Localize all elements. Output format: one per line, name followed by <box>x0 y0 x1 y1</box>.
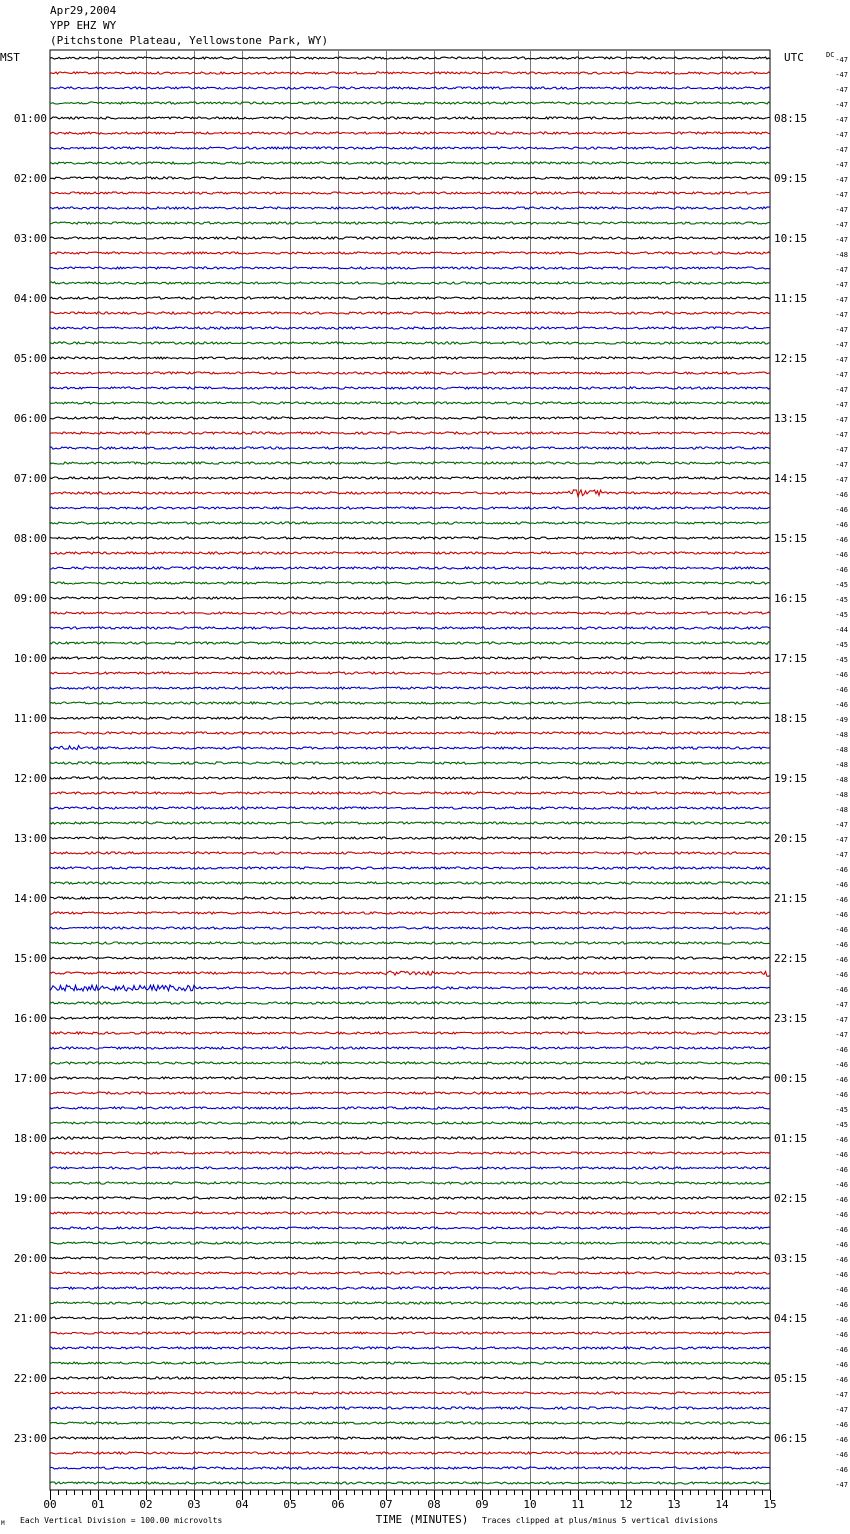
x-tick-label: 02 <box>139 1498 153 1511</box>
seismic-trace <box>50 642 770 644</box>
dc-offset-label: -46 <box>835 911 848 919</box>
dc-offset-label: -46 <box>835 1166 848 1174</box>
seismic-trace <box>50 1227 770 1229</box>
mst-hour-label: 17:00 <box>13 1072 47 1085</box>
dc-offset-label: -46 <box>835 1196 848 1204</box>
utc-hour-label: 21:15 <box>774 892 808 905</box>
seismic-trace <box>50 1362 770 1364</box>
dc-offset-label: -47 <box>835 836 848 844</box>
seismic-trace <box>50 1137 770 1139</box>
utc-hour-label: 10:15 <box>774 232 808 245</box>
dc-offset-label: -46 <box>835 1226 848 1234</box>
dc-offset-label: -46 <box>835 1136 848 1144</box>
seismic-trace <box>50 462 770 464</box>
dc-offset-label: -47 <box>835 326 848 334</box>
mst-hour-label: 13:00 <box>13 832 47 845</box>
dc-offset-label: -46 <box>835 521 848 529</box>
seismic-trace <box>50 117 770 119</box>
dc-offset-label: -47 <box>835 281 848 289</box>
seismic-trace <box>50 1317 770 1319</box>
dc-offset-label: -48 <box>835 761 848 769</box>
seismic-trace <box>50 147 770 149</box>
seismic-trace <box>50 717 770 719</box>
dc-offset-label: -47 <box>835 131 848 139</box>
scale-note: Each Vertical Division = 100.00 microvolts <box>20 1516 223 1525</box>
seismic-trace <box>50 297 770 299</box>
dc-offset-label: -47 <box>835 236 848 244</box>
mst-hour-label: 16:00 <box>13 1012 47 1025</box>
dc-offset-label: -46 <box>835 1181 848 1189</box>
mst-hour-label: 21:00 <box>13 1312 47 1325</box>
seismic-trace <box>50 1017 770 1019</box>
seismic-trace <box>50 387 770 389</box>
utc-hour-label: 23:15 <box>774 1012 808 1025</box>
seismic-trace <box>50 627 770 629</box>
utc-hour-label: 16:15 <box>774 592 808 605</box>
seismic-trace <box>50 237 770 239</box>
seismic-trace <box>50 1167 770 1169</box>
seismic-trace <box>50 1122 770 1124</box>
x-tick-label: 12 <box>619 1498 633 1511</box>
seismic-trace <box>50 1482 770 1484</box>
seismic-trace <box>50 1092 770 1094</box>
mst-hour-label: 12:00 <box>13 772 47 785</box>
dc-offset-label: -45 <box>835 611 848 619</box>
dc-offset-label: -48 <box>835 776 848 784</box>
seismic-trace <box>50 357 770 359</box>
dc-offset-label: -46 <box>835 926 848 934</box>
dc-offset-label: -47 <box>835 116 848 124</box>
dc-offset-label: -46 <box>835 1361 848 1369</box>
utc-hour-label: 20:15 <box>774 832 808 845</box>
dc-offset-label: -46 <box>835 701 848 709</box>
dc-offset-label: -47 <box>835 431 848 439</box>
seismic-trace <box>50 732 770 734</box>
x-tick-label: 06 <box>331 1498 345 1511</box>
seismic-trace <box>50 657 770 659</box>
utc-hour-label: 04:15 <box>774 1312 808 1325</box>
mst-hour-label: 19:00 <box>13 1192 47 1205</box>
seismic-trace <box>50 852 770 854</box>
seismic-trace <box>50 1152 770 1154</box>
dc-offset-label: -48 <box>835 731 848 739</box>
seismic-trace <box>50 342 770 344</box>
x-tick-label: 14 <box>715 1498 729 1511</box>
dc-offset-label: -47 <box>835 1391 848 1399</box>
x-tick-label: 11 <box>571 1498 585 1511</box>
dc-offset-label: -46 <box>835 1241 848 1249</box>
seismic-trace <box>50 1032 770 1034</box>
dc-offset-label: -46 <box>835 1421 848 1429</box>
dc-offset-label: -47 <box>835 221 848 229</box>
seismic-trace <box>50 1407 770 1409</box>
dc-offset-label: -46 <box>835 1466 848 1474</box>
dc-offset-label: -47 <box>835 311 848 319</box>
utc-hour-label: 13:15 <box>774 412 808 425</box>
dc-offset-label: -46 <box>835 506 848 514</box>
utc-hour-label: 01:15 <box>774 1132 808 1145</box>
x-tick-label: 13 <box>667 1498 681 1511</box>
dc-offset-label: -47 <box>835 71 848 79</box>
dc-offset-label: -48 <box>835 746 848 754</box>
utc-hour-label: 14:15 <box>774 472 808 485</box>
seismic-trace <box>50 867 770 869</box>
dc-offset-label: -47 <box>835 206 848 214</box>
station-label: YPP EHZ WY <box>50 19 117 32</box>
dc-offset-label: -46 <box>835 1436 848 1444</box>
utc-hour-label: 17:15 <box>774 652 808 665</box>
dc-offset-label: -49 <box>835 716 848 724</box>
clip-note: Traces clipped at plus/minus 5 vertical divisions <box>482 1516 719 1525</box>
seismic-trace <box>50 1257 770 1259</box>
dc-offset-label: -46 <box>835 1151 848 1159</box>
location-label: (Pitchstone Plateau, Yellowstone Park, WY) <box>50 34 329 47</box>
dc-offset-label: -46 <box>835 686 848 694</box>
seismic-trace <box>50 132 770 134</box>
x-tick-label: 04 <box>235 1498 249 1511</box>
dc-offset-label: -47 <box>835 296 848 304</box>
seismic-trace <box>50 1047 770 1049</box>
utc-hour-label: 00:15 <box>774 1072 808 1085</box>
seismic-trace <box>50 927 770 929</box>
seismic-trace <box>50 567 770 569</box>
seismic-trace <box>50 746 770 750</box>
utc-hour-label: 06:15 <box>774 1432 808 1445</box>
seismic-trace <box>50 957 770 959</box>
seismic-trace <box>50 537 770 539</box>
dc-offset-label: -47 <box>835 1031 848 1039</box>
seismic-trace <box>50 1002 770 1004</box>
seismic-trace <box>50 1287 770 1289</box>
seismic-trace <box>50 507 770 509</box>
dc-offset-label: -45 <box>835 596 848 604</box>
mst-hour-label: 09:00 <box>13 592 47 605</box>
utc-hour-label: 08:15 <box>774 112 808 125</box>
dc-offset-label: -46 <box>835 1331 848 1339</box>
mst-hour-label: 04:00 <box>13 292 47 305</box>
seismic-trace <box>50 1377 770 1379</box>
x-axis-label: TIME (MINUTES) <box>375 1513 469 1526</box>
seismic-trace <box>50 282 770 284</box>
seismic-trace <box>50 1347 770 1349</box>
utc-hour-label: 09:15 <box>774 172 808 185</box>
seismic-trace <box>50 762 770 764</box>
utc-hour-label: 12:15 <box>774 352 808 365</box>
seismic-trace <box>50 177 770 179</box>
seismic-trace <box>50 582 770 584</box>
seismic-trace <box>50 162 770 164</box>
seismic-trace <box>50 912 770 914</box>
seismic-trace <box>50 447 770 449</box>
dc-offset-label: -44 <box>835 626 848 634</box>
seismic-trace <box>50 417 770 419</box>
seismic-trace <box>50 432 770 434</box>
seismic-trace <box>50 807 770 809</box>
seismic-trace <box>50 252 770 254</box>
utc-label: UTC <box>784 51 804 64</box>
dc-offset-label: -46 <box>835 551 848 559</box>
dc-offset-label: -46 <box>835 1091 848 1099</box>
seismic-trace <box>50 1467 770 1469</box>
seismic-trace <box>50 1062 770 1064</box>
seismic-trace <box>50 597 770 599</box>
dc-offset-label: -46 <box>835 1301 848 1309</box>
seismic-trace <box>50 822 770 824</box>
dc-offset-label: -47 <box>835 86 848 94</box>
dc-offset-label: -47 <box>835 371 848 379</box>
seismic-trace <box>50 207 770 209</box>
scale-prefix: M <box>1 1520 5 1527</box>
seismic-trace <box>50 1422 770 1424</box>
utc-hour-label: 05:15 <box>774 1372 808 1385</box>
dc-offset-label: -47 <box>835 146 848 154</box>
mst-hour-label: 10:00 <box>13 652 47 665</box>
seismic-trace <box>50 1242 770 1244</box>
dc-offset-label: -45 <box>835 656 848 664</box>
seismic-trace <box>50 1302 770 1304</box>
dc-offset-label: -47 <box>835 821 848 829</box>
seismic-trace <box>50 327 770 329</box>
dc-offset-label: -46 <box>835 1076 848 1084</box>
dc-offset-label: -46 <box>835 1286 848 1294</box>
dc-offset-label: -47 <box>835 446 848 454</box>
dc-offset-label: -45 <box>835 641 848 649</box>
dc-header: DC <box>826 51 835 59</box>
seismic-trace <box>50 942 770 944</box>
utc-hour-label: 11:15 <box>774 292 808 305</box>
dc-offset-label: -46 <box>835 536 848 544</box>
dc-offset-label: -47 <box>835 851 848 859</box>
dc-offset-label: -47 <box>835 191 848 199</box>
mst-hour-label: 07:00 <box>13 472 47 485</box>
dc-offset-label: -46 <box>835 1046 848 1054</box>
seismic-trace <box>50 612 770 614</box>
dc-offset-label: -48 <box>835 806 848 814</box>
dc-offset-label: -46 <box>835 971 848 979</box>
dc-offset-label: -46 <box>835 866 848 874</box>
dc-offset-label: -47 <box>835 1016 848 1024</box>
dc-offset-label: -47 <box>835 56 848 64</box>
mst-hour-label: 05:00 <box>13 352 47 365</box>
dc-offset-label: -47 <box>835 401 848 409</box>
dc-offset-label: -47 <box>835 341 848 349</box>
mst-label: MST <box>0 51 20 64</box>
seismic-trace <box>50 1077 770 1079</box>
seismic-trace <box>50 897 770 899</box>
dc-offset-label: -47 <box>835 1001 848 1009</box>
dc-offset-label: -47 <box>835 101 848 109</box>
seismic-trace <box>50 1437 770 1439</box>
seismic-trace <box>50 1392 770 1394</box>
dc-offset-label: -47 <box>835 1406 848 1414</box>
x-tick-label: 00 <box>43 1498 57 1511</box>
seismic-trace <box>50 402 770 404</box>
mst-hour-label: 22:00 <box>13 1372 47 1385</box>
dc-offset-label: -45 <box>835 1106 848 1114</box>
seismic-trace <box>50 1182 770 1184</box>
utc-hour-label: 02:15 <box>774 1192 808 1205</box>
seismic-trace <box>50 777 770 779</box>
dc-offset-label: -47 <box>835 461 848 469</box>
seismic-trace <box>50 882 770 884</box>
date-label: Apr29,2004 <box>50 4 117 17</box>
seismic-trace <box>50 267 770 269</box>
x-tick-label: 05 <box>283 1498 297 1511</box>
dc-offset-label: -46 <box>835 986 848 994</box>
mst-hour-label: 15:00 <box>13 952 47 965</box>
dc-offset-label: -47 <box>835 476 848 484</box>
dc-offset-label: -48 <box>835 251 848 259</box>
dc-offset-label: -46 <box>835 491 848 499</box>
seismic-trace <box>50 477 770 479</box>
dc-offset-label: -47 <box>835 416 848 424</box>
seismic-trace <box>50 522 770 524</box>
dc-offset-label: -47 <box>835 1481 848 1489</box>
dc-offset-label: -46 <box>835 1211 848 1219</box>
mst-hour-label: 11:00 <box>13 712 47 725</box>
x-tick-label: 03 <box>187 1498 201 1511</box>
seismic-trace <box>50 1212 770 1214</box>
dc-offset-label: -47 <box>835 176 848 184</box>
dc-offset-label: -46 <box>835 1061 848 1069</box>
dc-offset-label: -47 <box>835 356 848 364</box>
seismic-trace <box>50 552 770 554</box>
dc-offset-label: -48 <box>835 791 848 799</box>
utc-hour-label: 18:15 <box>774 712 808 725</box>
dc-offset-label: -46 <box>835 881 848 889</box>
seismic-trace <box>50 102 770 104</box>
dc-offset-label: -46 <box>835 566 848 574</box>
seismic-trace <box>50 490 770 496</box>
seismic-trace <box>50 72 770 74</box>
x-tick-label: 07 <box>379 1498 393 1511</box>
seismic-trace <box>50 372 770 374</box>
seismic-trace <box>50 312 770 314</box>
dc-offset-label: -46 <box>835 896 848 904</box>
seismic-trace <box>50 837 770 839</box>
dc-offset-label: -45 <box>835 1121 848 1129</box>
dc-offset-label: -45 <box>835 581 848 589</box>
mst-hour-label: 20:00 <box>13 1252 47 1265</box>
dc-offset-label: -46 <box>835 1346 848 1354</box>
dc-offset-label: -46 <box>835 1451 848 1459</box>
seismic-trace <box>50 985 770 991</box>
seismic-trace <box>50 87 770 89</box>
plot-frame <box>50 50 770 1490</box>
mst-hour-label: 02:00 <box>13 172 47 185</box>
mst-hour-label: 06:00 <box>13 412 47 425</box>
seismic-trace <box>50 1197 770 1199</box>
dc-offset-label: -46 <box>835 671 848 679</box>
dc-offset-label: -46 <box>835 941 848 949</box>
dc-offset-label: -47 <box>835 161 848 169</box>
x-tick-label: 08 <box>427 1498 441 1511</box>
seismic-trace <box>50 1332 770 1334</box>
mst-hour-label: 01:00 <box>13 112 47 125</box>
x-tick-label: 09 <box>475 1498 489 1511</box>
utc-hour-label: 22:15 <box>774 952 808 965</box>
dc-offset-label: -46 <box>835 1376 848 1384</box>
x-tick-label: 01 <box>91 1498 105 1511</box>
seismic-trace <box>50 971 770 976</box>
seismic-trace <box>50 192 770 194</box>
seismic-trace <box>50 222 770 224</box>
dc-offset-label: -46 <box>835 1256 848 1264</box>
dc-offset-label: -47 <box>835 386 848 394</box>
mst-hour-label: 03:00 <box>13 232 47 245</box>
utc-hour-label: 19:15 <box>774 772 808 785</box>
seismic-trace <box>50 1107 770 1109</box>
utc-hour-label: 03:15 <box>774 1252 808 1265</box>
mst-hour-label: 08:00 <box>13 532 47 545</box>
utc-hour-label: 15:15 <box>774 532 808 545</box>
dc-offset-label: -46 <box>835 1316 848 1324</box>
mst-hour-label: 23:00 <box>13 1432 47 1445</box>
dc-offset-label: -46 <box>835 956 848 964</box>
seismic-trace <box>50 1272 770 1274</box>
seismic-trace <box>50 702 770 704</box>
mst-hour-label: 14:00 <box>13 892 47 905</box>
seismic-trace <box>50 672 770 674</box>
seismic-trace <box>50 792 770 794</box>
dc-offset-label: -46 <box>835 1271 848 1279</box>
x-tick-label: 15 <box>763 1498 777 1511</box>
seismic-trace <box>50 1452 770 1454</box>
dc-offset-label: -47 <box>835 266 848 274</box>
seismic-trace <box>50 57 770 59</box>
seismic-trace <box>50 687 770 689</box>
x-tick-label: 10 <box>523 1498 537 1511</box>
mst-hour-label: 18:00 <box>13 1132 47 1145</box>
